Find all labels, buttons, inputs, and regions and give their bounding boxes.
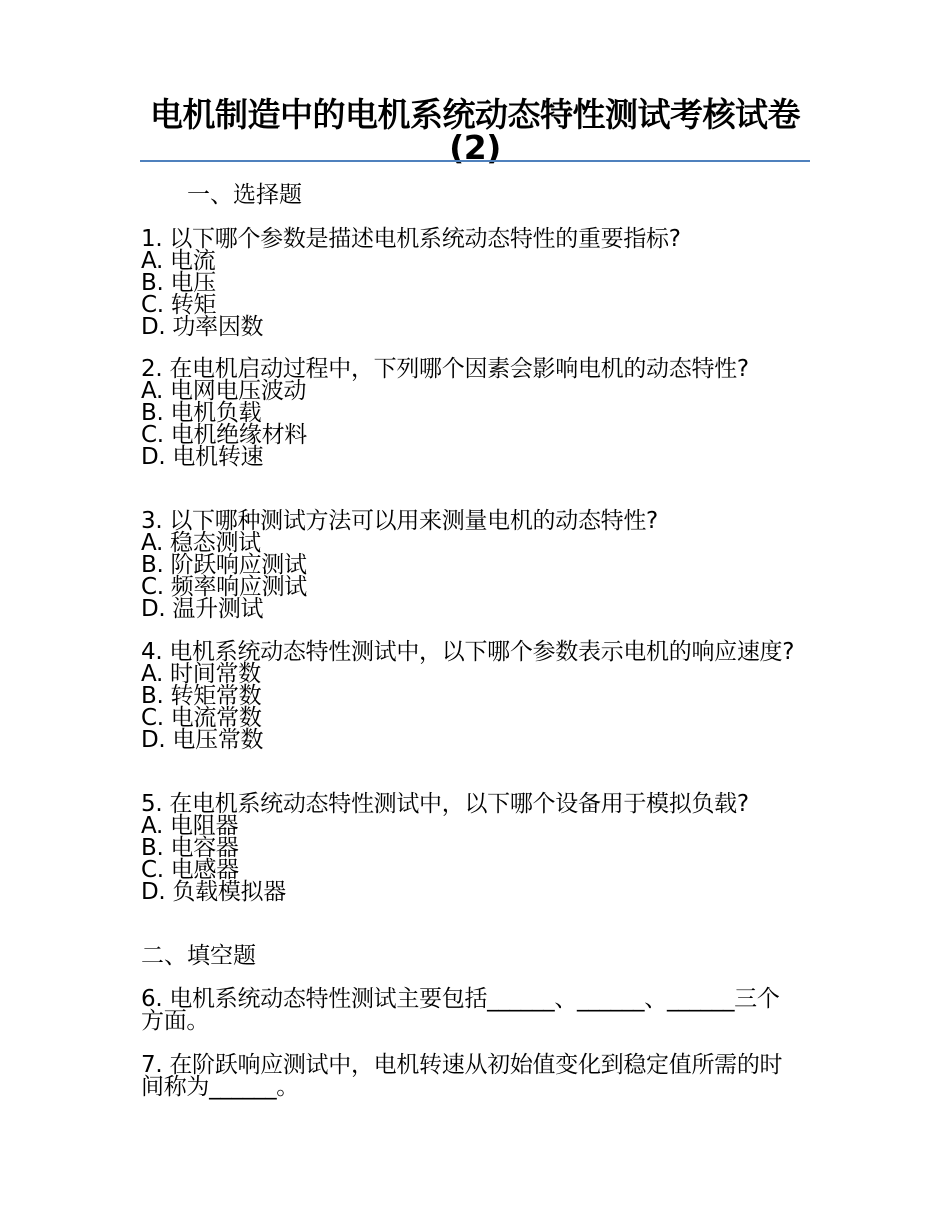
question-5 <box>141 793 771 903</box>
option-a: A. 时间常数 <box>141 661 261 687</box>
section-heading-choice: 一、选择题 <box>187 182 302 208</box>
option-c: C. 电感器 <box>141 857 239 883</box>
question-stem: 2. 在电机启动过程中，下列哪个因素会影响电机的动态特性? <box>141 356 749 382</box>
question-4 <box>141 641 801 751</box>
option-d: D. 负载模拟器 <box>141 879 286 905</box>
option-b: B. 阶跃响应测试 <box>141 552 307 578</box>
question-stem: 3. 以下哪种测试方法可以用来测量电机的动态特性? <box>141 508 658 534</box>
option-a: A. 电网电压波动 <box>141 378 307 404</box>
option-d: D. 功率因数 <box>141 314 264 340</box>
option-c: C. 电流常数 <box>141 705 262 731</box>
section-heading-fill: 二、填空题 <box>141 943 256 969</box>
option-d: D. 温升测试 <box>141 596 264 622</box>
option-b: B. 转矩常数 <box>141 683 262 709</box>
option-b: B. 电容器 <box>141 835 239 861</box>
question-stem: 6. 电机系统动态特性测试主要包括______、______、______三个方面。 <box>141 986 780 1034</box>
option-d: D. 电压常数 <box>141 727 264 753</box>
question-1 <box>141 228 801 338</box>
question-stem: 7. 在阶跃响应测试中，电机转速从初始值变化到稳定值所需的时间称为______。 <box>141 1052 783 1100</box>
document-title: 电机制造中的电机系统动态特性测试考核试卷(2) <box>150 95 800 167</box>
question-3 <box>141 510 801 620</box>
option-a: A. 电流 <box>141 248 216 274</box>
question-stem: 4. 电机系统动态特性测试中，以下哪个参数表示电机的响应速度? <box>141 639 795 665</box>
option-a: A. 电阻器 <box>141 813 239 839</box>
option-c: C. 转矩 <box>141 292 217 318</box>
question-stem: 5. 在电机系统动态特性测试中，以下哪个设备用于模拟负载? <box>141 791 749 817</box>
option-d: D. 电机转速 <box>141 444 264 470</box>
option-c: C. 频率响应测试 <box>141 574 307 600</box>
question-stem: 1. 以下哪个参数是描述电机系统动态特性的重要指标? <box>141 226 681 252</box>
option-b: B. 电机负载 <box>141 400 262 426</box>
option-b: B. 电压 <box>141 270 216 296</box>
question-2 <box>141 358 771 468</box>
option-c: C. 电机绝缘材料 <box>141 422 307 448</box>
option-a: A. 稳态测试 <box>141 530 261 556</box>
title-divider <box>140 160 810 162</box>
fill-question-6 <box>141 988 801 1032</box>
fill-question-7 <box>141 1054 801 1098</box>
